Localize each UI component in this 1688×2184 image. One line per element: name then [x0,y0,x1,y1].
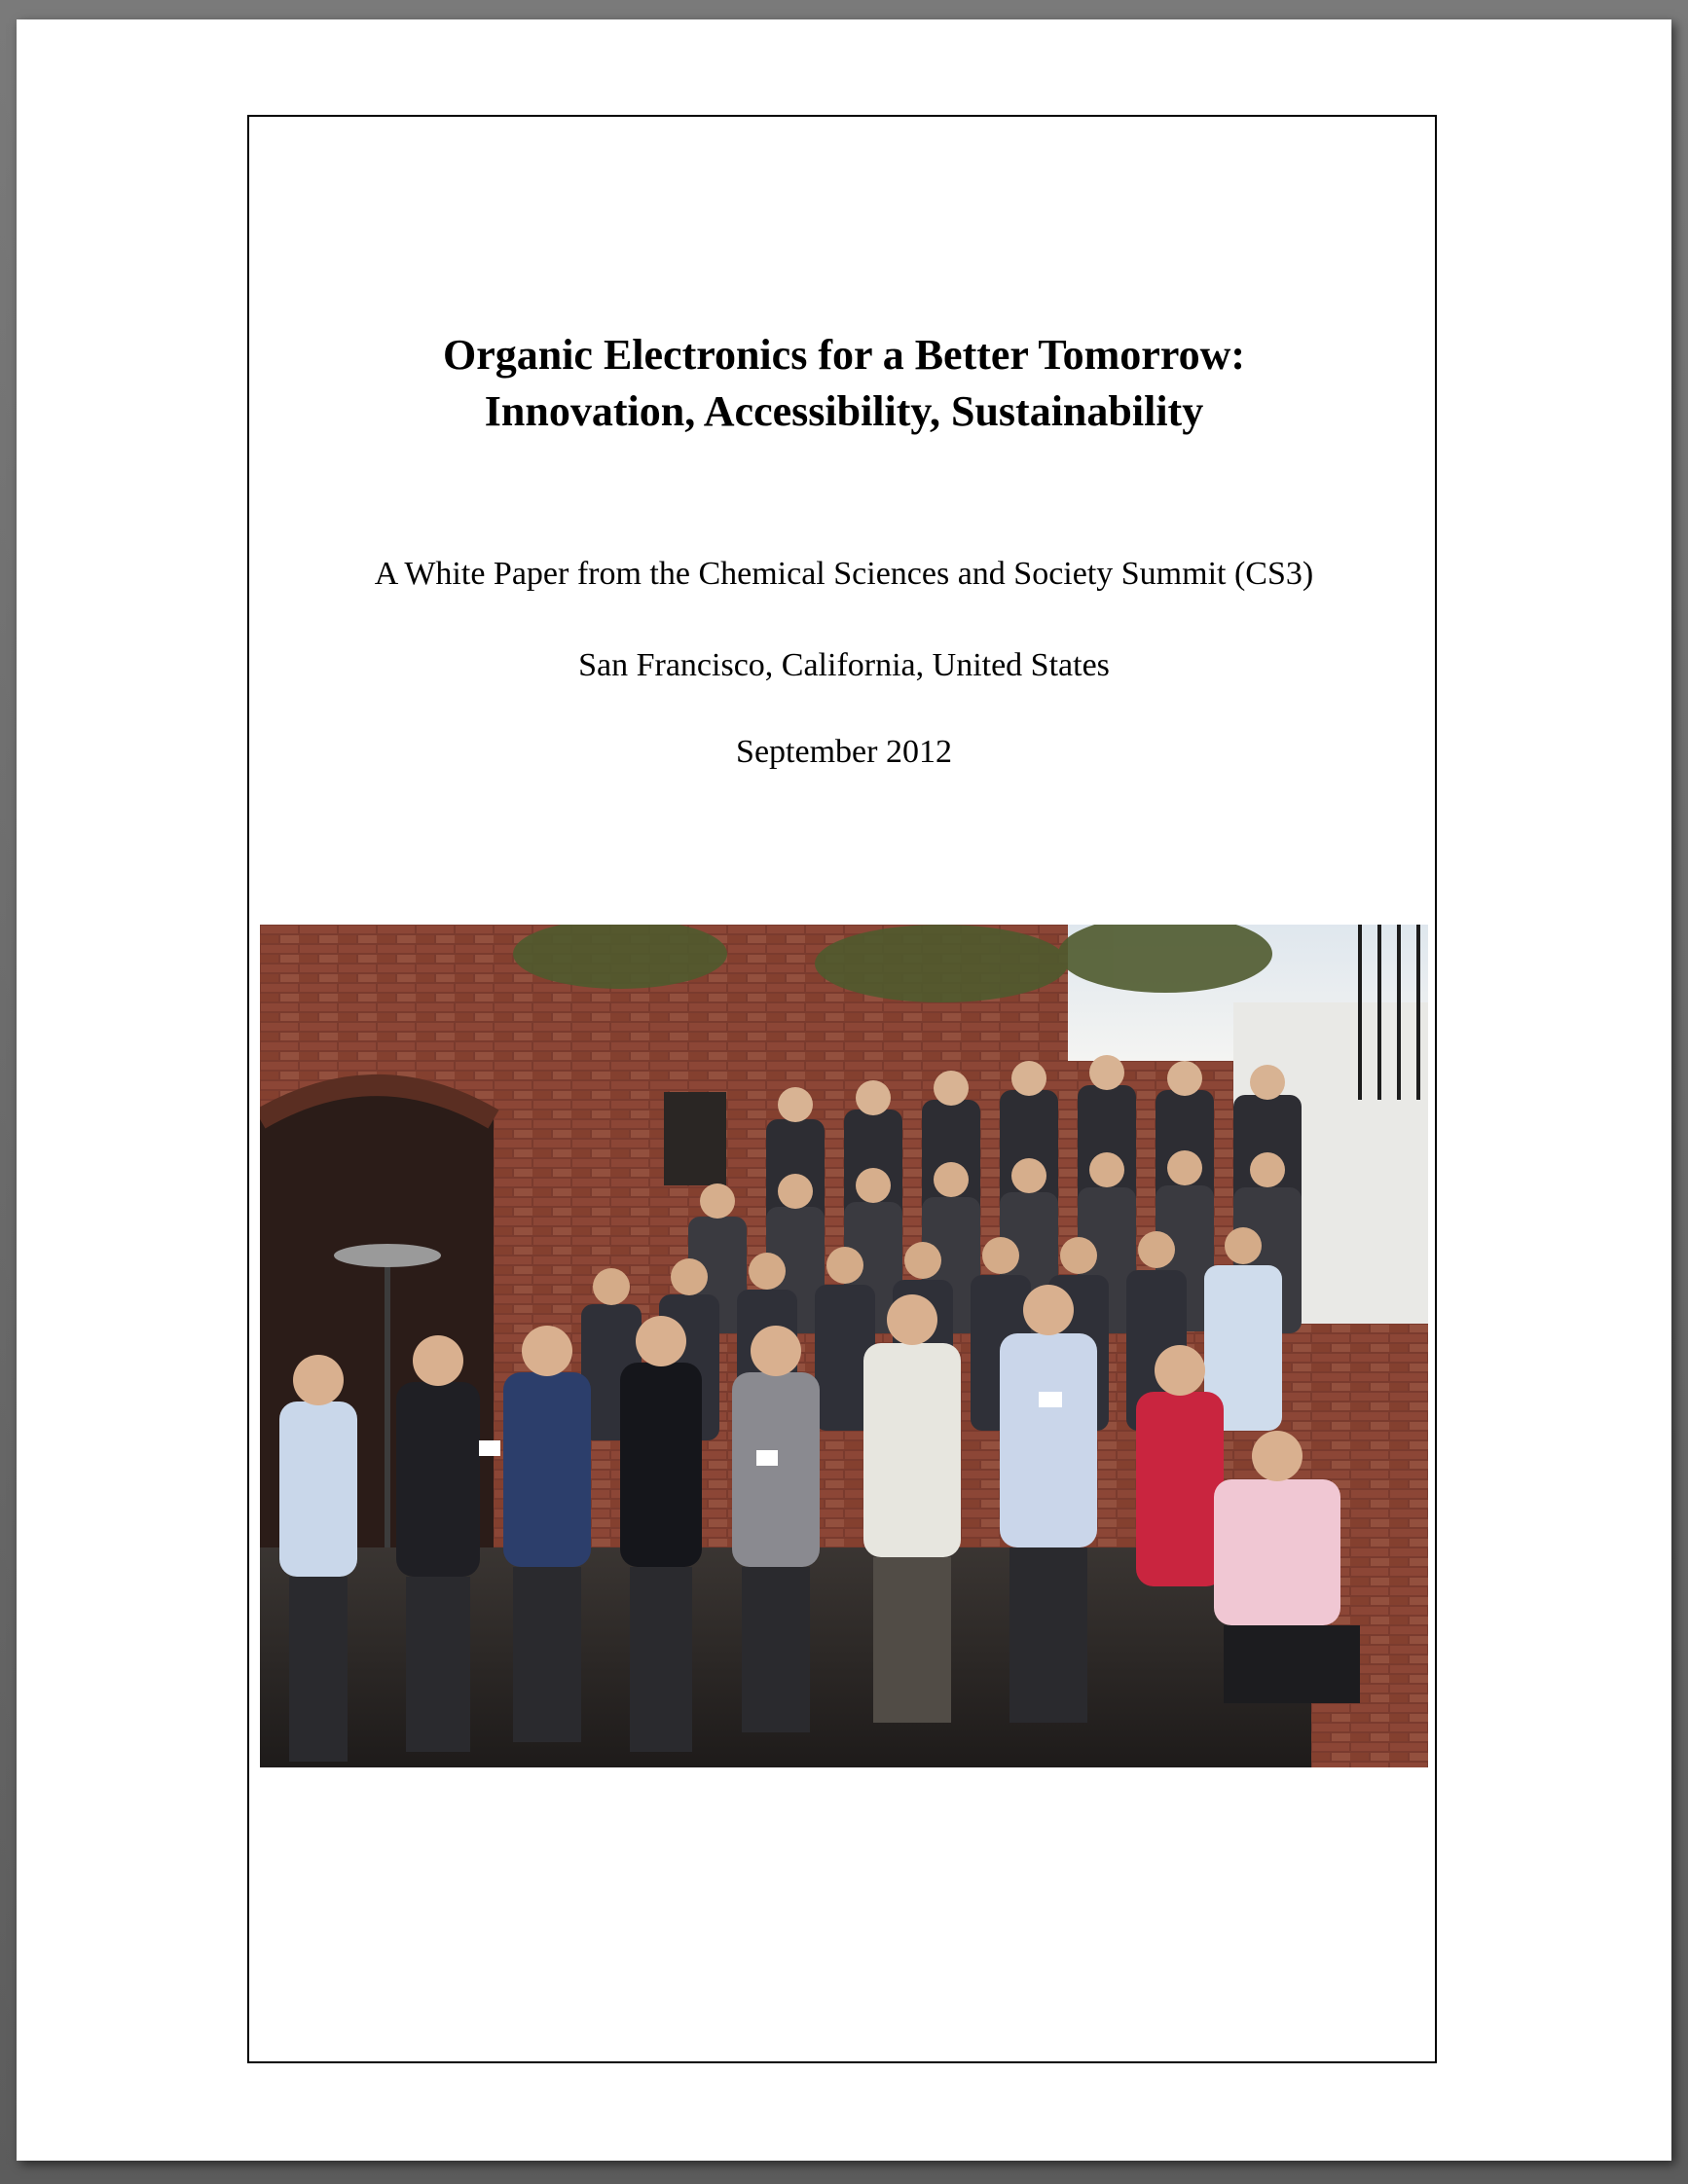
date: September 2012 [736,734,952,770]
document-page [17,19,1671,2161]
title-line-1: Organic Electronics for a Better Tomorrow: [442,331,1246,379]
location: San Francisco, California, United States [578,647,1110,683]
group-photo [260,925,1428,1767]
subtitle: A White Paper from the Chemical Sciences and Society Summit (CS3) [374,556,1314,592]
title-line-2: Innovation, Accessibility, Sustainability [484,387,1204,435]
